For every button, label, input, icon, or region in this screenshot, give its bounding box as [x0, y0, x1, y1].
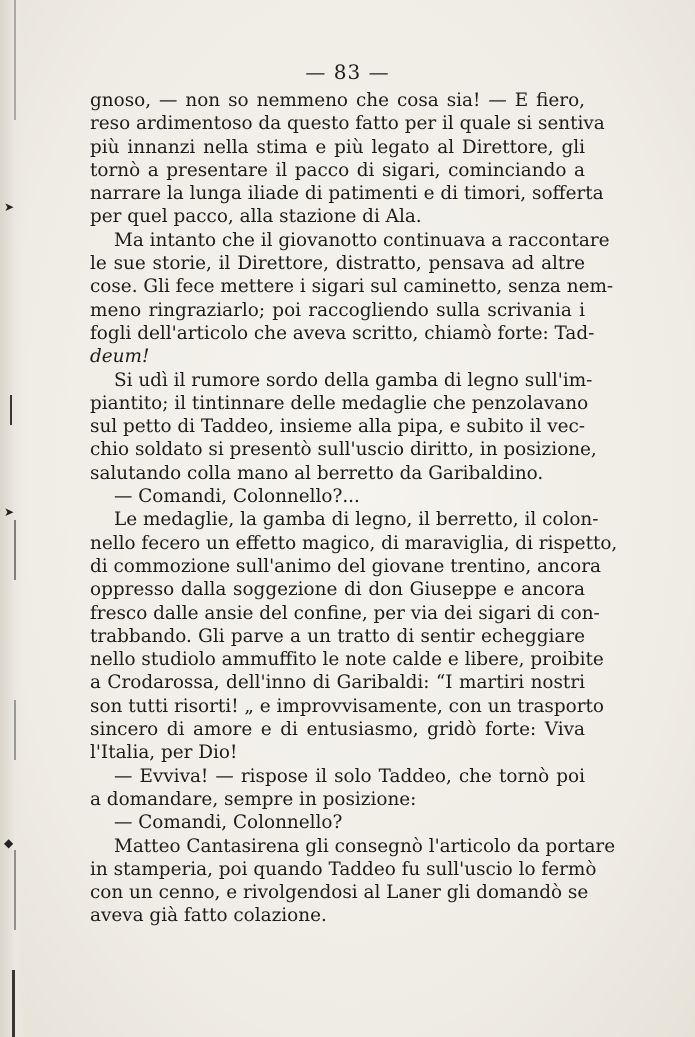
text-line: — Comandi, Colonnello?... [114, 486, 360, 508]
text-line: in stamperia, poi quando Taddeo fu sull'uscio lo fermò [90, 858, 597, 880]
text-line: fogli dell'articolo che aveva scritto, chiamò forte: Tad- [90, 322, 595, 344]
gutter-mark [10, 395, 12, 425]
gutter-arrow-icon: ➤ [4, 505, 15, 519]
page-gutter [0, 0, 26, 1037]
text-line: sul petto di Taddeo, insieme alla pipa, e subito il vec- [90, 416, 585, 438]
text-line: a Crodarossa, dell'inno di Garibaldi: “I martiri nostri [90, 672, 585, 694]
text-line: le sue storie, il Direttore, distratto, pensava ad altre [90, 253, 585, 275]
text-line: di commozione sull'animo del giovane trentino, ancora [90, 555, 601, 577]
text-line: salutando colla mano al berretto da Garibaldino. [90, 462, 544, 484]
gutter-mark [14, 850, 16, 930]
gutter-arrow-icon: ◆ [4, 836, 14, 850]
text-line: oppresso dalla soggezione di don Giuseppe e ancora [90, 579, 585, 601]
text-line: deum! [90, 346, 150, 368]
gutter-arrow-icon: ➤ [4, 200, 15, 214]
text-line: tornò a presentare il pacco di sigari, cominciando a [90, 159, 585, 181]
text-line: reso ardimentoso da questo fatto per il quale si sentiva [90, 113, 605, 135]
text-line: Le medaglie, la gamba di legno, il berretto, il colon- [114, 509, 599, 531]
text-line: gnoso, — non so nemmeno che cosa sia! — E fiero, [90, 90, 585, 111]
text-line: l'Italia, per Dio! [90, 742, 238, 764]
text-line: cose. Gli fece mettere i sigari sul caminetto, senza nem- [90, 276, 614, 298]
text-line: aveva già fatto colazione. [90, 905, 327, 927]
text-line: — Evviva! — rispose il solo Taddeo, che tornò poi [114, 765, 585, 787]
text-line: con un cenno, e rivolgendosi al Laner gli domandò se [90, 882, 589, 904]
text-line: Ma intanto che il giovanotto continuava a raccontare [114, 229, 610, 251]
body-text [90, 89, 618, 928]
text-line: nello studiolo ammuffito le note calde e libere, proibite [90, 649, 604, 671]
text-line: piantito; il tintinnare delle medaglie che penzolavano [90, 392, 589, 414]
page-number: — 83 — [305, 60, 390, 84]
text-line: trabbando. Gli parve a un tratto di sentir echeggiare [90, 625, 585, 647]
text-line: Si udì il rumore sordo della gamba di legno sull'im- [114, 369, 593, 391]
text-line: son tutti risorti! „ e improvvisamente, con un trasporto [90, 695, 604, 717]
text-line: sincero di amore e di entusiasmo, gridò forte: Viva [90, 719, 585, 741]
text-line: fresco dalle ansie del confine, per via dei sigari di con- [90, 602, 600, 624]
text-line: narrare la lunga iliade di patimenti e di timori, sofferta [90, 183, 604, 205]
text-line: a domandare, sempre in posizione: [90, 788, 417, 810]
text-line: meno ringraziarlo; poi raccogliendo sulla scrivania i [90, 299, 585, 321]
gutter-mark [14, 700, 16, 760]
text-line: Matteo Cantasirena gli consegnò l'articolo da portare [114, 835, 616, 857]
text-line: — Comandi, Colonnello? [114, 812, 343, 834]
text-line: chio soldato si presentò sull'uscio diritto, in posizione, [90, 439, 597, 461]
text-line: nello fecero un effetto magico, di maraviglia, di rispetto, [90, 532, 618, 554]
gutter-mark [12, 970, 15, 1037]
text-line: per quel pacco, alla stazione di Ala. [90, 206, 422, 228]
gutter-mark [14, 520, 16, 580]
text-line: più innanzi nella stima e più legato al Direttore, gli [90, 136, 585, 158]
